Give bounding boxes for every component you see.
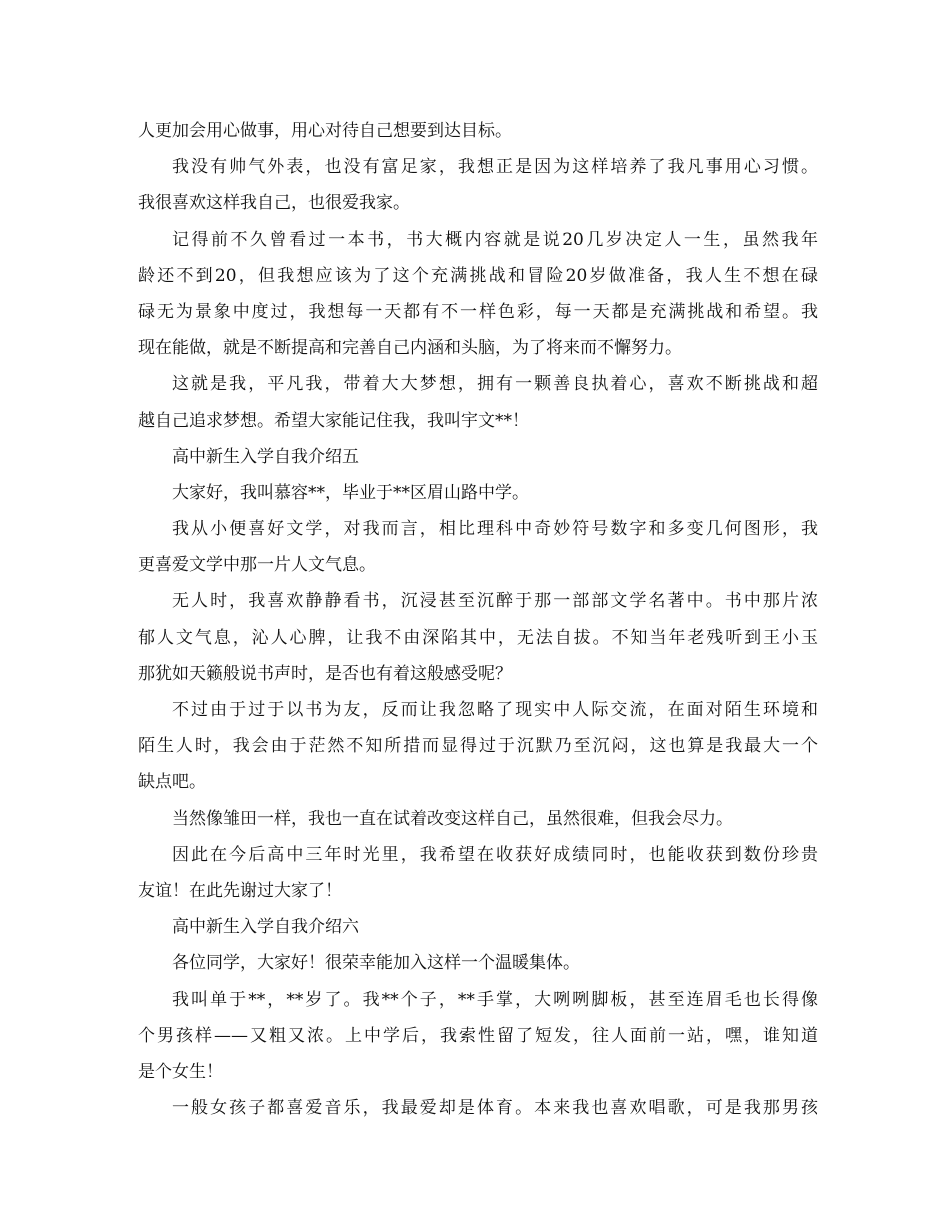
- text-line: 碌无为景象中度过，我想每一天都有不一样色彩，每一天都是充满挑战和希望。我: [138, 301, 818, 322]
- text-line: 无人时，我喜欢静静看书，沉浸甚至沉醉于那一部部文学名著中。书中那片浓: [172, 591, 818, 612]
- text-line: 我很喜欢这样我自己，也很爱我家。: [138, 193, 410, 214]
- text-line: 各位同学，大家好！很荣幸能加入这样一个温暖集体。: [172, 953, 580, 974]
- text-line: 高中新生入学自我介绍五: [172, 446, 359, 467]
- text-line: 龄还不到20，但我想应该为了这个充满挑战和冒险20岁做准备，我人生不想在碌: [138, 265, 818, 286]
- text-line: 高中新生入学自我介绍六: [172, 917, 359, 938]
- text-line: 郁人文气息，沁人心脾，让我不由深陷其中，无法自拔。不知当年老残听到王小玉: [138, 627, 818, 648]
- text-line: 人更加会用心做事，用心对待自己想要到达目标。: [138, 121, 512, 141]
- text-line: 大家好，我叫慕容**，毕业于**区眉山路中学。: [172, 482, 529, 503]
- text-line: 缺点吧。: [138, 772, 206, 793]
- text-line: 我没有帅气外表，也没有富足家，我想正是因为这样培养了我凡事用心习惯。: [172, 157, 818, 178]
- text-line: 当然像雏田一样，我也一直在试着改变这样自己，虽然很难，但我会尽力。: [172, 808, 733, 829]
- text-line: 那犹如天籁般说书声时，是否也有着这般感受呢？: [138, 663, 512, 684]
- text-line: 记得前不久曾看过一本书，书大概内容就是说20几岁决定人一生，虽然我年: [172, 229, 818, 250]
- text-line: 一般女孩子都喜爱音乐，我最爱却是体育。本来我也喜欢唱歌，可是我那男孩: [172, 1098, 818, 1119]
- text-line: 越自己追求梦想。希望大家能记住我，我叫宇文**！: [138, 410, 529, 431]
- text-line: 是个女生！: [138, 1061, 223, 1082]
- text-line: 我叫单于**，**岁了。我**个子，**手掌，大咧咧脚板，甚至连眉毛也长得像: [172, 989, 818, 1010]
- text-line: 我从小便喜好文学，对我而言，相比理科中奇妙符号数字和多变几何图形，我: [172, 519, 818, 540]
- text-line: 友谊！在此先谢过大家了！: [138, 880, 342, 901]
- text-line: 不过由于过于以书为友，反而让我忽略了现实中人际交流，在面对陌生环境和: [172, 700, 818, 720]
- text-line: 因此在今后高中三年时光里，我希望在收获好成绩同时，也能收获到数份珍贵: [172, 844, 818, 865]
- text-line: 更喜爱文学中那一片人文气息。: [138, 555, 376, 576]
- document-body: [138, 113, 818, 1126]
- text-line: 陌生人时，我会由于茫然不知所措而显得过于沉默乃至沉闷，这也算是我最大一个: [138, 736, 818, 757]
- text-line: 个男孩样——又粗又浓。上中学后，我索性留了短发，往人面前一站，嘿，谁知道: [138, 1025, 818, 1046]
- text-line: 现在能做，就是不断提高和完善自己内涵和头脑，为了将来而不懈努力。: [138, 338, 682, 359]
- text-line: 这就是我，平凡我，带着大大梦想，拥有一颗善良执着心，喜欢不断挑战和超: [172, 374, 818, 395]
